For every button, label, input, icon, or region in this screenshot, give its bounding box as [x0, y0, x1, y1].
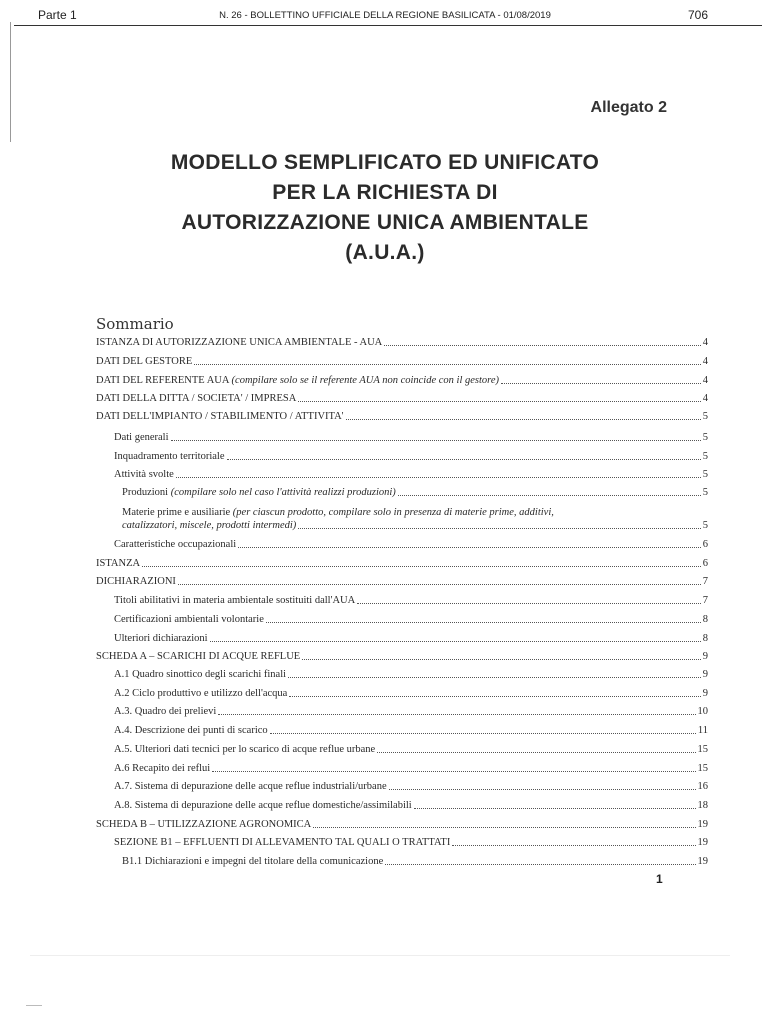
toc-leader-dots — [270, 733, 696, 734]
toc-entry — [96, 557, 708, 570]
toc-entry-page: 9 — [702, 688, 708, 699]
toc-entry-label — [114, 687, 287, 700]
toc-entry-page: 5 — [702, 520, 708, 531]
header-part: Parte 1 — [38, 8, 77, 22]
toc-entry — [114, 836, 708, 849]
toc-leader-dots — [377, 752, 695, 753]
toc-entry-text: SCHEDA A – SCARICHI DI ACQUE REFLUE — [96, 651, 301, 662]
toc-entry — [114, 632, 708, 645]
toc-leader-dots — [194, 364, 701, 365]
toc-entry-label — [96, 410, 344, 423]
toc-entry-page: 8 — [702, 614, 708, 625]
toc-entry-text: A.2 Ciclo produttivo e utilizzo dell'acqua — [114, 688, 288, 699]
toc-entry-note: (compilare solo nel caso l'attività realizzi produzioni) — [170, 487, 396, 498]
toc-entry-page: 18 — [697, 800, 708, 811]
toc-entry-text: A.3. Quadro dei prelievi — [114, 706, 217, 717]
toc-leader-dots — [238, 547, 701, 548]
toc-entry-label — [114, 632, 208, 645]
toc-entry-label — [114, 724, 268, 737]
toc-entry-page: 16 — [697, 781, 708, 792]
toc-entry-note: (compilare solo se il referente AUA non coincide con il gestore) — [231, 375, 500, 386]
page-header — [0, 6, 770, 24]
toc-leader-dots — [142, 566, 701, 567]
toc-entry-page: 8 — [702, 633, 708, 644]
toc-leader-dots — [501, 383, 701, 384]
toc-leader-dots — [218, 714, 695, 715]
toc-entry-label — [96, 355, 192, 368]
toc-entry — [114, 799, 708, 812]
toc-leader-dots — [176, 477, 701, 478]
toc-entry-text: Attività svolte — [114, 469, 174, 480]
toc-entry — [114, 762, 708, 775]
toc-leader-dots — [171, 440, 701, 441]
toc-entry-page: 6 — [702, 558, 708, 569]
toc-entry-label — [96, 336, 382, 349]
toc-leader-dots — [385, 864, 695, 865]
toc-entry-label — [96, 650, 300, 663]
toc-entry-text: B1.1 Dichiarazioni e impegni del titolare della comunicazione — [122, 856, 384, 867]
toc-entry-text: Ulteriori dichiarazioni — [114, 633, 208, 644]
toc-entry — [96, 392, 708, 405]
header-rule — [14, 25, 762, 26]
toc-entry-page: 19 — [697, 856, 708, 867]
toc-entry — [122, 855, 708, 868]
toc-entry-text: Inquadramento territoriale — [114, 451, 225, 462]
toc-entry-page: 5 — [702, 451, 708, 462]
toc-entry — [96, 650, 708, 663]
toc-entry-label — [114, 450, 225, 463]
toc-entry — [122, 486, 708, 499]
toc-entry-label — [96, 392, 296, 405]
toc-leader-dots — [389, 789, 696, 790]
toc-leader-dots — [346, 419, 701, 420]
toc-entry-page: 19 — [697, 819, 708, 830]
header-bulletin: N. 26 - BOLLETTINO UFFICIALE DELLA REGIONE BASILICATA - 01/08/2019 — [219, 10, 551, 21]
scan-artifact — [30, 955, 730, 956]
toc-entry-page: 6 — [702, 539, 708, 550]
toc-leader-dots — [414, 808, 696, 809]
toc-entry-label — [114, 743, 375, 756]
toc-entry-page: 4 — [702, 375, 708, 386]
toc-entry-note: (per ciascun prodotto, compilare solo in presenza di materie prime, additivi, — [232, 507, 554, 518]
toc-entry-text: Caratteristiche occupazionali — [114, 539, 237, 550]
toc-entry-label — [114, 538, 236, 551]
toc-entry-label — [114, 668, 286, 681]
allegato-label: Allegato 2 — [590, 99, 667, 116]
toc-entry-page: 9 — [702, 651, 708, 662]
toc-entry — [114, 538, 708, 551]
toc-entry-label — [122, 855, 383, 868]
toc-leader-dots — [302, 659, 701, 660]
toc-entry-label — [114, 836, 450, 849]
toc-entry-text: A.8. Sistema di depurazione delle acque reflue domestiche/assimilabili — [114, 800, 412, 811]
toc-entry-page: 5 — [702, 487, 708, 498]
toc-entry — [96, 336, 708, 349]
toc-entry-text: ISTANZA — [96, 558, 141, 569]
toc-entry-page: 4 — [702, 337, 708, 348]
toc-leader-dots — [298, 528, 700, 529]
toc-entry-label — [114, 780, 387, 793]
toc-entry-label — [114, 613, 264, 626]
toc-entry-text: DATI DEL REFERENTE AUA — [96, 375, 232, 386]
toc-leader-dots — [384, 345, 700, 346]
toc-entry — [114, 613, 708, 626]
toc-entry-page: 10 — [697, 706, 708, 717]
header-page-number: 706 — [687, 8, 708, 22]
toc-leader-dots — [452, 845, 695, 846]
toc-entry-label — [114, 594, 355, 607]
toc-entry-label — [114, 799, 412, 812]
title-line: MODELLO SEMPLIFICATO ED UNIFICATO — [170, 151, 600, 174]
toc-leader-dots — [313, 827, 695, 828]
toc-entry-label — [114, 705, 216, 718]
toc-entry-page: 5 — [702, 469, 708, 480]
toc-entry-text: A.4. Descrizione dei punti di scarico — [114, 725, 268, 736]
toc-entry-text: A.6 Recapito dei reflui — [114, 763, 211, 774]
toc-leader-dots — [289, 696, 700, 697]
toc-entry-page: 7 — [702, 576, 708, 587]
toc-entry-page: 15 — [697, 744, 708, 755]
toc-entry-label — [122, 506, 554, 519]
toc-entry-text: Titoli abilitativi in materia ambientale sostituiti dall'AUA — [114, 595, 356, 606]
toc-entry-text: A.5. Ulteriori dati tecnici per lo scarico di acque reflue urbane — [114, 744, 376, 755]
toc-entry-note-cont: catalizzatori, miscele, prodotti intermedi) — [122, 520, 297, 531]
toc-entry — [96, 818, 708, 831]
toc-entry-page: 5 — [702, 432, 708, 443]
toc-entry-label — [96, 374, 499, 387]
toc-entry — [122, 506, 554, 519]
toc-entry-page: 4 — [702, 356, 708, 367]
toc-entry-text: A.1 Quadro sinottico degli scarichi finali — [114, 669, 287, 680]
toc-entry-text: ISTANZA DI AUTORIZZAZIONE UNICA AMBIENTALE - AUA — [96, 337, 383, 348]
document-title — [0, 148, 770, 268]
toc-entry-text: Dati generali — [114, 432, 169, 443]
toc-leader-dots — [212, 771, 695, 772]
toc-entry-continuation — [122, 519, 708, 532]
scan-artifact — [26, 1005, 42, 1006]
toc-entry-page: 7 — [702, 595, 708, 606]
toc-entry — [114, 687, 708, 700]
toc-entry-label — [122, 486, 396, 499]
toc-entry-page: 11 — [697, 725, 708, 736]
toc-entry-text: A.7. Sistema di depurazione delle acque reflue industriali/urbane — [114, 781, 387, 792]
toc-entry — [96, 355, 708, 368]
toc-entry-text: DATI DELL'IMPIANTO / STABILIMENTO / ATTIVITA' — [96, 411, 344, 422]
toc-leader-dots — [266, 622, 701, 623]
toc-entry-label — [96, 575, 176, 588]
toc-entry — [114, 705, 708, 718]
toc-entry — [114, 450, 708, 463]
toc-entry-page: 4 — [702, 393, 708, 404]
title-line: AUTORIZZAZIONE UNICA AMBIENTALE — [181, 211, 589, 234]
toc-leader-dots — [210, 641, 701, 642]
toc-entry-text: SCHEDA B – UTILIZZAZIONE AGRONOMICA — [96, 819, 312, 830]
toc-entry-label — [96, 818, 311, 831]
toc-entry-text: DICHIARAZIONI — [96, 576, 176, 587]
title-line: (A.U.A.) — [345, 241, 425, 264]
toc-entry — [114, 594, 708, 607]
toc-entry-label — [96, 557, 140, 570]
toc-entry-text: DATI DELLA DITTA / SOCIETA' / IMPRESA — [96, 393, 297, 404]
toc-entry — [114, 724, 708, 737]
toc-entry-text: Certificazioni ambientali volontarie — [114, 614, 264, 625]
toc-entry — [114, 780, 708, 793]
page-number: 1 — [656, 872, 663, 886]
toc-entry — [96, 575, 708, 588]
toc-leader-dots — [227, 459, 701, 460]
toc-entry-label — [114, 431, 169, 444]
toc-entry — [114, 468, 708, 481]
toc-entry-label — [114, 762, 210, 775]
toc-entry-text: SEZIONE B1 – EFFLUENTI DI ALLEVAMENTO TAL QUALI O TRATTATI — [114, 837, 451, 848]
toc-entry — [114, 668, 708, 681]
toc-entry-text: DATI DEL GESTORE — [96, 356, 193, 367]
margin-line — [10, 22, 11, 142]
toc-leader-dots — [288, 677, 701, 678]
toc-entry-text: Materie prime e ausiliarie — [122, 507, 233, 518]
title-line: PER LA RICHIESTA DI — [272, 181, 498, 204]
toc-entry-label — [114, 468, 174, 481]
toc-entry-page: 15 — [697, 763, 708, 774]
toc-leader-dots — [357, 603, 701, 604]
toc-entry-text: Produzioni — [122, 487, 171, 498]
toc-entry-page: 19 — [697, 837, 708, 848]
toc-entry — [114, 743, 708, 756]
sommario-heading: Sommario — [96, 315, 174, 333]
toc-entry-page: 9 — [702, 669, 708, 680]
toc-entry-page: 5 — [702, 411, 708, 422]
toc-leader-dots — [298, 401, 700, 402]
toc-leader-dots — [178, 584, 701, 585]
toc-entry — [96, 410, 708, 423]
toc-leader-dots — [398, 495, 701, 496]
toc-entry — [96, 374, 708, 387]
toc-entry — [114, 431, 708, 444]
